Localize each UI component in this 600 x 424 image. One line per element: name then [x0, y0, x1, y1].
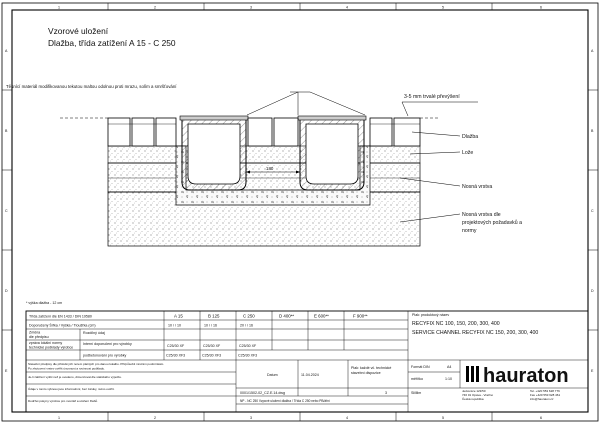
load-class-b125: B 125 — [208, 313, 220, 319]
row3-label: Změna — [29, 330, 41, 335]
label-subbase-line2: projektových požadavků a — [462, 220, 522, 226]
grid-row-a-right: A — [591, 49, 594, 53]
company-email: info@hauraton.cz — [530, 397, 554, 401]
title-block — [26, 311, 588, 412]
load-class-c250: C 250 — [243, 313, 255, 319]
date-label: Datum — [267, 373, 278, 377]
note-5: Dodržet pokyny výrobce pro montáž a uložení žlabů. — [28, 399, 98, 403]
hauraton-logo — [466, 365, 569, 387]
paving-between-channels — [248, 118, 298, 146]
format-value: A4 — [447, 365, 452, 369]
bedding-layer — [108, 146, 420, 163]
note-1: Stavební předpisy dle příslušných norem platných pro danou lokalitu. Přizpůsobit místním podmínkám. — [28, 362, 165, 366]
note-4: Údaje v tomto výkresu jsou informativní, bez záruky, nutno ověřit. — [28, 387, 115, 391]
load-class-f900: F 900** — [353, 313, 368, 319]
note-2: Po zhotovení vrstev ověřit únosnost a rovinnost podkladu. — [28, 366, 105, 371]
row5-note: podbetonování pro výrobky — [83, 353, 127, 358]
company-address-line2: 746 01 Opava - Vražné — [462, 393, 493, 397]
grid-col-6-top: 6 — [540, 5, 542, 10]
label-subbase-line1: Nosná vrstva dle — [462, 212, 501, 218]
row4-label: zpráva lokální normy — [29, 341, 63, 345]
cross-section-drawing — [60, 116, 440, 246]
standard-label: Třída zatížení dle EN 1433 / DIN 19580 — [29, 314, 92, 319]
row2-value-b125: 10 / / 16 — [204, 323, 217, 328]
scale-label: měřítko — [411, 377, 423, 381]
approval-note-line2: stavební dispozice — [351, 371, 381, 375]
company-fax: Fax +420 553 628 461 — [530, 393, 561, 397]
sealant-note: Těsnící materiál modifikovanou tekutou maltou odolnou proti mrazu, solím a smršťování — [6, 84, 177, 89]
company-phone: Tel. +420 553 628 776 — [530, 389, 560, 393]
grid-row-e-right: E — [591, 369, 594, 373]
base-layer — [108, 163, 420, 192]
drainage-channel-left — [180, 116, 248, 190]
overlap-note: 3-5 mm trvalé převýšení — [404, 94, 460, 100]
file-name: 0001/1502-02_CZ.E.14.dwg — [240, 391, 285, 395]
product-label: Plak: produktový název — [412, 313, 450, 317]
grid-row-b-left: B — [5, 129, 8, 133]
row4-value-b125: C25/30 XF — [203, 344, 221, 348]
sheet-label: Slilllim — [411, 391, 422, 395]
grid-row-c-left: C — [5, 209, 8, 213]
row4-value-c250: C25/30 XF — [239, 344, 257, 348]
drainage-channel-right — [298, 116, 366, 190]
note-3: Je-li zatížení vyšší než je uvedeno, dimenzovat dle statického výpočtu. — [28, 375, 122, 379]
label-bedding: Lože — [462, 150, 474, 156]
grid-col-5-top: 5 — [442, 5, 444, 10]
row5-value-b125: C25/30 XF3 — [202, 353, 222, 358]
date-value: 11.04.2024 — [301, 373, 319, 377]
row2-label: Doporučený Šířka / Výška / Tloušťka (cm) — [29, 323, 96, 328]
grid-col-4-bottom: 4 — [346, 416, 348, 420]
grid-row-d-right: D — [591, 289, 594, 293]
label-paving: Dlažba — [462, 134, 479, 140]
row3-note: Rozdílný údaj — [83, 331, 105, 335]
grid-col-3-top: 3 — [250, 5, 252, 10]
dimension-label: 180 — [266, 166, 274, 171]
grid-col-2-bottom: 2 — [154, 416, 156, 420]
sheet-value: 3 — [385, 391, 387, 395]
company-address-line3: Česká republika — [462, 397, 484, 401]
grid-row-d-left: D — [5, 289, 8, 293]
grid-row-a-left: A — [5, 49, 8, 53]
company-address-line1: Jedovnice 123/50 — [462, 389, 486, 393]
row3-sub: dle předpisu — [29, 335, 49, 339]
grid-row-e-left: E — [5, 369, 8, 373]
approval-note-line1: Plak: každé vč. technické — [351, 366, 392, 370]
grid-row-c-right: C — [591, 209, 594, 213]
load-class-a15: A 15 — [174, 313, 183, 319]
row4-note: Interní doporučení pro výrobky — [83, 342, 132, 346]
product-line2: SERVICE CHANNEL RECYFIX NC 150, 200, 300, 400 — [412, 330, 539, 336]
load-class-d400: D 400** — [279, 313, 295, 319]
drawing-description: NP - NC 250 Vzpové uložení dlažba / Třída C 250 nebo PB/ářní — [240, 399, 330, 403]
drawing-title-line1: Vzorové uložení — [48, 26, 109, 36]
row4-sub: technické podklady výrobce — [29, 345, 74, 350]
row2-value-c250: 20 / / 16 — [240, 323, 253, 328]
format-label: Formát DIN — [411, 365, 430, 369]
row4-value-a15: C25/30 XF — [167, 344, 185, 348]
row2-value-a15: 10 / / 10 — [168, 323, 181, 328]
sealant-leaders — [247, 92, 365, 115]
label-base: Nosná vrstva — [462, 184, 493, 190]
product-line1: RECYFIX NC 100, 150, 200, 300, 400 — [412, 321, 500, 327]
row5-value-a15: C25/30 XF3 — [166, 353, 186, 358]
logo-wordmark: hauraton — [483, 365, 569, 387]
grid-col-5-bottom: 5 — [442, 416, 444, 420]
grid-col-3-bottom: 3 — [250, 416, 252, 420]
paving-height-note: * výška dlažba - 12 cm — [26, 301, 63, 305]
row5-value-c250: C25/30 XF3 — [238, 353, 258, 358]
grid-col-6-bottom: 6 — [540, 416, 542, 420]
scale-value: 1:10 — [445, 377, 452, 381]
grid-col-4-top: 4 — [346, 5, 348, 10]
overlap-leader — [402, 102, 478, 116]
drawing-title-line2: Dlažba, třída zatížení A 15 - C 250 — [48, 38, 176, 48]
grid-col-2-top: 2 — [154, 5, 156, 10]
load-class-e600: E 600** — [314, 313, 329, 319]
grid-col-1-top: 1 — [58, 5, 60, 10]
grid-col-1-bottom: 1 — [58, 416, 60, 420]
label-subbase-line3: normy — [462, 228, 477, 234]
grid-row-b-right: B — [591, 129, 594, 133]
